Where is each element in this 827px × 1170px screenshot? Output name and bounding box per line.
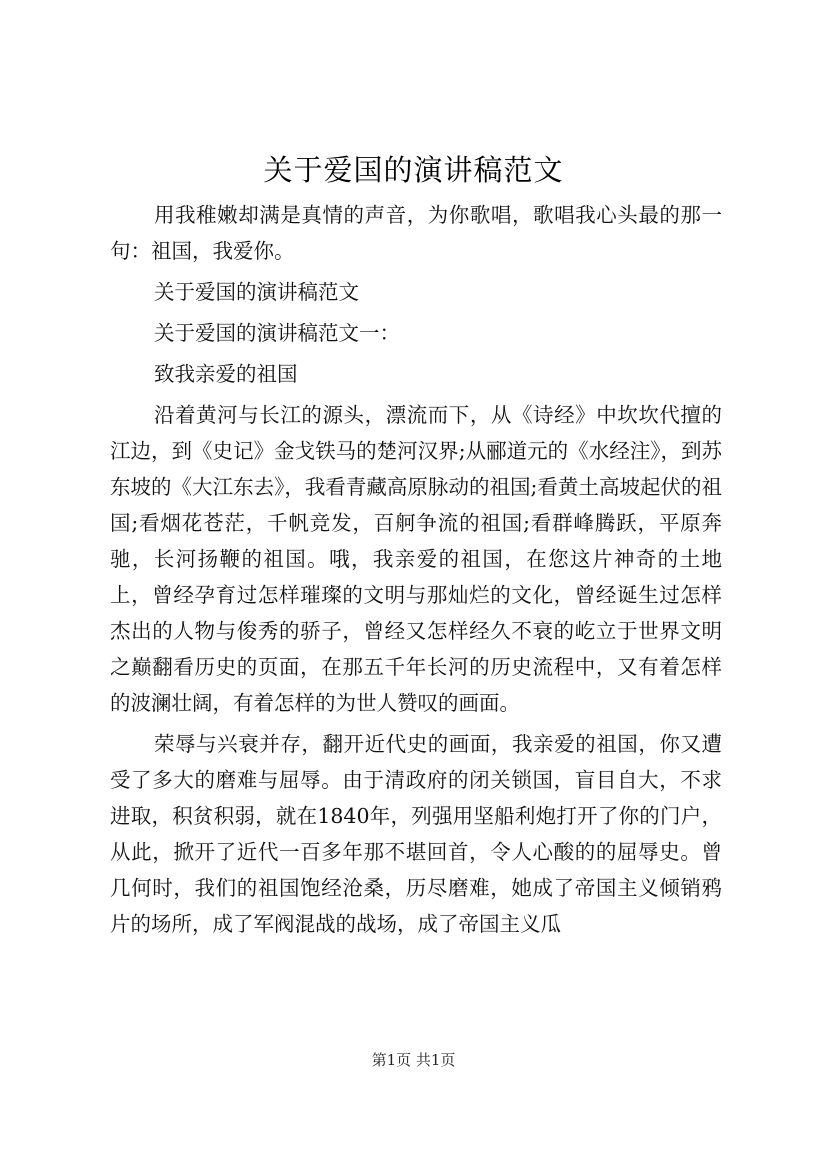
paragraph-heading: 关于爱国的演讲稿范文	[154, 280, 359, 304]
paragraph-body-2: 荣辱与兴衰并存，翻开近代史的画面，我亲爱的祖国，你又遭受了多大的磨难与屈辱。由于清政府的闭关锁国，盲目自大，不求进取，积贫积弱，就在1840年，列强用坚船利炮打开了你的门户，从此，掀开了近代一百多年那不堪回首，令人心酸的的屈辱史。曾几何时，我们的祖国饱经沧桑，历尽磨难，她成了帝国主义倾销鸦片的场所，成了军阀混战的战场，成了帝国主义瓜	[110, 732, 722, 936]
paragraph-intro: 用我稚嫩却满是真情的声音，为你歌唱，歌唱我心头最的那一句：祖国，我爱你。	[110, 203, 722, 263]
document-title: 关于爱国的演讲稿范文	[263, 153, 564, 187]
paragraph-subheading: 关于爱国的演讲稿范文一：	[154, 321, 400, 345]
document-body	[110, 197, 722, 947]
paragraph-body-1: 沿着黄河与长江的源头，漂流而下，从《诗经》中坎坎代擅的江边，到《史记》金戈铁马的楚河汉界;从郦道元的《水经注》，到苏东坡的《大江东去》，我看青藏高原脉动的祖国;看黄土高坡起伏的祖国;看烟花苍茫，千帆竞发，百舸争流的祖国;看群峰腾跃，平原奔驰，长河扬鞭的祖国。哦，我亲爱的祖国，在您这片神奇的土地上，曾经孕育过怎样璀璨的文明与那灿烂的文化，曾经诞生过怎样杰出的人物与俊秀的骄子，曾经又怎样经久不衰的屹立于世界文明之巅翻看历史的页面，在那五千年长河的历史流程中，又有着怎样的波澜壮阔，有着怎样的为世人赞叹的画面。	[110, 403, 722, 715]
page-footer: 第1页 共1页	[371, 1051, 456, 1069]
paragraph-salutation: 致我亲爱的祖国	[154, 362, 298, 386]
